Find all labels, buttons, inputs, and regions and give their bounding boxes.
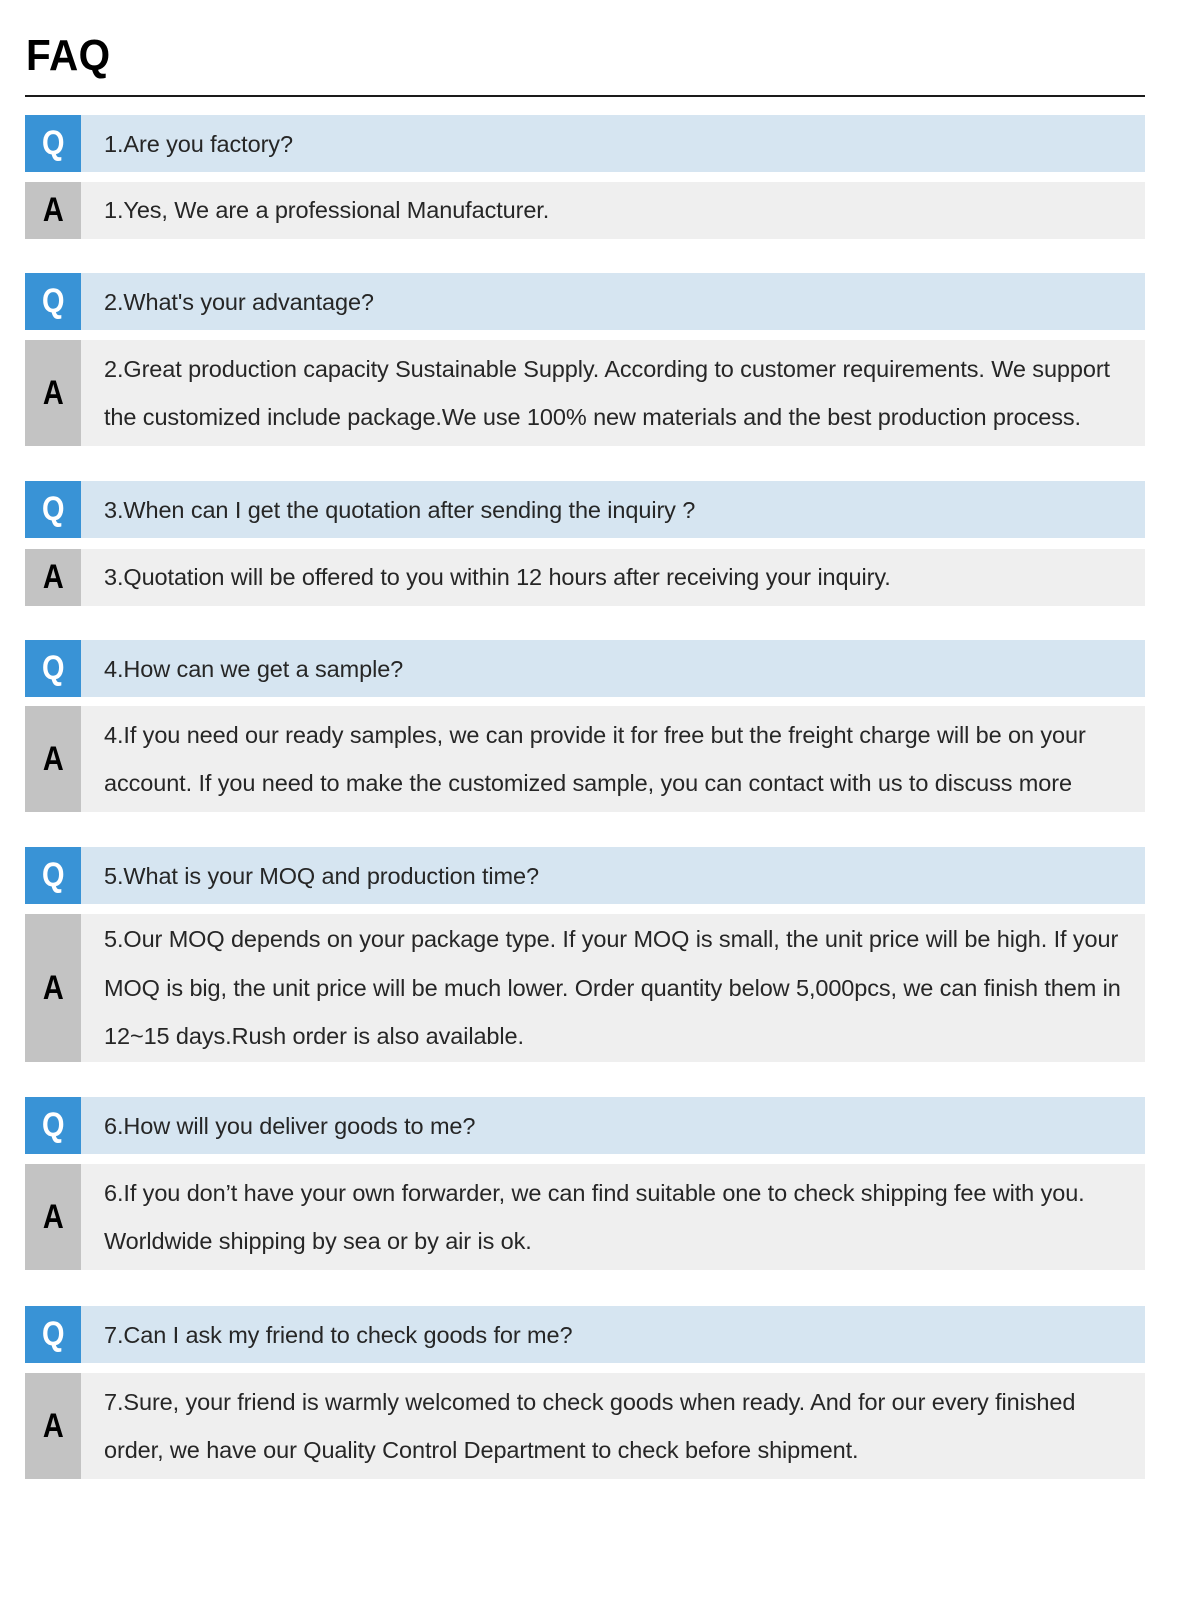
title-divider xyxy=(25,95,1145,97)
answer-text: 6.If you don’t have your own forwarder, we can find suitable one to check shipping fee with you. Worldwide shipping by sea or by air is ok. xyxy=(81,1164,1145,1270)
question-text: 3.When can I get the quotation after sending the inquiry ? xyxy=(81,481,1145,538)
question-text: 4.How can we get a sample? xyxy=(81,640,1145,697)
faq-question-2 xyxy=(25,273,1145,330)
answer-text: 3.Quotation will be offered to you within 12 hours after receiving your inquiry. xyxy=(81,549,1145,606)
faq-answer-5 xyxy=(25,914,1145,1062)
faq-answer-2 xyxy=(25,340,1145,446)
question-text: 1.Are you factory? xyxy=(81,115,1145,172)
faq-answer-1 xyxy=(25,182,1145,239)
answer-badge: A xyxy=(25,914,81,1062)
question-badge: Q xyxy=(25,640,81,697)
faq-answer-4 xyxy=(25,706,1145,812)
faq-question-4 xyxy=(25,640,1145,697)
answer-badge: A xyxy=(25,340,81,446)
page-title: FAQ xyxy=(26,31,111,80)
answer-text: 1.Yes, We are a professional Manufacturer. xyxy=(81,182,1145,239)
answer-badge: A xyxy=(25,1164,81,1270)
answer-text: 5.Our MOQ depends on your package type. If your MOQ is small, the unit price will be high. If your MOQ is big, the unit price will be much lower. Order quantity below 5,000pcs, we can finish them in 12~15 days.Rush order is also available. xyxy=(81,914,1145,1062)
question-text: 6.How will you deliver goods to me? xyxy=(81,1097,1145,1154)
question-text: 5.What is your MOQ and production time? xyxy=(81,847,1145,904)
question-badge: Q xyxy=(25,1097,81,1154)
question-badge: Q xyxy=(25,115,81,172)
faq-answer-3 xyxy=(25,549,1145,606)
faq-answer-6 xyxy=(25,1164,1145,1270)
faq-question-7 xyxy=(25,1306,1145,1363)
question-badge: Q xyxy=(25,481,81,538)
question-badge: Q xyxy=(25,847,81,904)
answer-badge: A xyxy=(25,1373,81,1479)
answer-badge: A xyxy=(25,549,81,606)
question-badge: Q xyxy=(25,273,81,330)
answer-text: 7.Sure, your friend is warmly welcomed to check goods when ready. And for our every finished order, we have our Quality Control Department to check before shipment. xyxy=(81,1373,1145,1479)
answer-text: 4.If you need our ready samples, we can provide it for free but the freight charge will be on your account. If you need to make the customized sample, you can contact with us to discuss more xyxy=(81,706,1145,812)
answer-badge: A xyxy=(25,182,81,239)
faq-question-3 xyxy=(25,481,1145,538)
question-badge: Q xyxy=(25,1306,81,1363)
faq-question-1 xyxy=(25,115,1145,172)
question-text: 2.What's your advantage? xyxy=(81,273,1145,330)
answer-badge: A xyxy=(25,706,81,812)
question-text: 7.Can I ask my friend to check goods for me? xyxy=(81,1306,1145,1363)
faq-answer-7 xyxy=(25,1373,1145,1479)
faq-question-6 xyxy=(25,1097,1145,1154)
answer-text: 2.Great production capacity Sustainable Supply. According to customer requirements. We support the customized include package.We use 100% new materials and the best production process. xyxy=(81,340,1145,446)
faq-question-5 xyxy=(25,847,1145,904)
